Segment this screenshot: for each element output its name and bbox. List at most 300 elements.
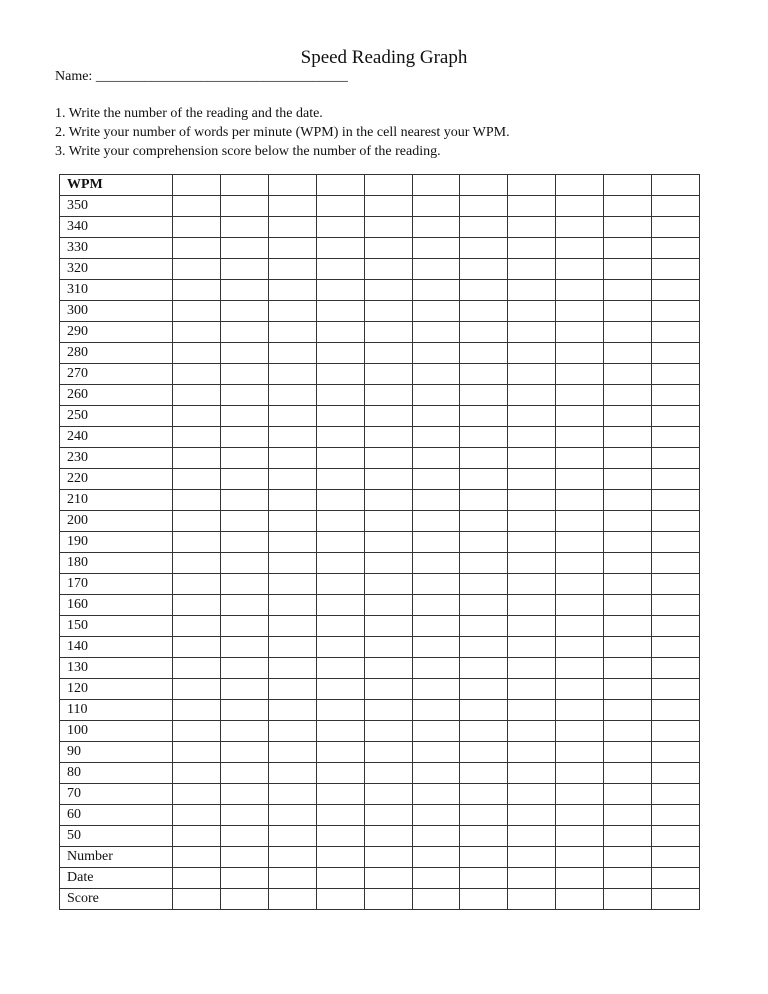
entry-cell[interactable] — [173, 427, 221, 448]
entry-cell[interactable] — [173, 469, 221, 490]
entry-cell[interactable] — [604, 427, 652, 448]
entry-cell[interactable] — [556, 868, 604, 889]
entry-cell[interactable] — [412, 427, 460, 448]
entry-cell[interactable] — [220, 679, 268, 700]
entry-cell[interactable] — [652, 532, 700, 553]
entry-cell[interactable] — [652, 826, 700, 847]
entry-cell[interactable] — [556, 826, 604, 847]
entry-cell[interactable] — [316, 637, 364, 658]
entry-cell[interactable] — [556, 238, 604, 259]
entry-cell[interactable] — [364, 616, 412, 637]
entry-cell[interactable] — [556, 616, 604, 637]
entry-cell[interactable] — [556, 406, 604, 427]
entry-cell[interactable] — [220, 175, 268, 196]
entry-cell[interactable] — [460, 595, 508, 616]
entry-cell[interactable] — [316, 406, 364, 427]
entry-cell[interactable] — [268, 742, 316, 763]
entry-cell[interactable] — [220, 427, 268, 448]
entry-cell[interactable] — [604, 679, 652, 700]
entry-cell[interactable] — [604, 217, 652, 238]
entry-cell[interactable] — [364, 364, 412, 385]
entry-cell[interactable] — [460, 805, 508, 826]
entry-cell[interactable] — [220, 259, 268, 280]
entry-cell[interactable] — [508, 490, 556, 511]
entry-cell[interactable] — [604, 868, 652, 889]
entry-cell[interactable] — [508, 742, 556, 763]
entry-cell[interactable] — [173, 637, 221, 658]
entry-cell[interactable] — [268, 217, 316, 238]
entry-cell[interactable] — [604, 238, 652, 259]
entry-cell[interactable] — [508, 721, 556, 742]
entry-cell[interactable] — [460, 448, 508, 469]
entry-cell[interactable] — [508, 448, 556, 469]
entry-cell[interactable] — [556, 511, 604, 532]
entry-cell[interactable] — [220, 364, 268, 385]
entry-cell[interactable] — [556, 259, 604, 280]
entry-cell[interactable] — [652, 301, 700, 322]
entry-cell[interactable] — [268, 532, 316, 553]
entry-cell[interactable] — [652, 742, 700, 763]
entry-cell[interactable] — [364, 427, 412, 448]
entry-cell[interactable] — [508, 763, 556, 784]
entry-cell[interactable] — [316, 721, 364, 742]
entry-cell[interactable] — [268, 448, 316, 469]
entry-cell[interactable] — [556, 322, 604, 343]
entry-cell[interactable] — [652, 217, 700, 238]
entry-cell[interactable] — [268, 637, 316, 658]
entry-cell[interactable] — [220, 700, 268, 721]
entry-cell[interactable] — [173, 217, 221, 238]
entry-cell[interactable] — [316, 742, 364, 763]
entry-cell[interactable] — [556, 658, 604, 679]
entry-cell[interactable] — [268, 868, 316, 889]
entry-cell[interactable] — [508, 238, 556, 259]
entry-cell[interactable] — [604, 763, 652, 784]
entry-cell[interactable] — [364, 574, 412, 595]
entry-cell[interactable] — [508, 574, 556, 595]
entry-cell[interactable] — [268, 595, 316, 616]
entry-cell[interactable] — [652, 385, 700, 406]
entry-cell[interactable] — [460, 469, 508, 490]
entry-cell[interactable] — [412, 889, 460, 910]
entry-cell[interactable] — [364, 322, 412, 343]
entry-cell[interactable] — [556, 364, 604, 385]
entry-cell[interactable] — [604, 343, 652, 364]
entry-cell[interactable] — [412, 322, 460, 343]
entry-cell[interactable] — [364, 196, 412, 217]
entry-cell[interactable] — [412, 574, 460, 595]
entry-cell[interactable] — [220, 301, 268, 322]
entry-cell[interactable] — [364, 553, 412, 574]
entry-cell[interactable] — [268, 679, 316, 700]
entry-cell[interactable] — [316, 595, 364, 616]
entry-cell[interactable] — [412, 868, 460, 889]
entry-cell[interactable] — [460, 217, 508, 238]
entry-cell[interactable] — [316, 574, 364, 595]
entry-cell[interactable] — [652, 868, 700, 889]
entry-cell[interactable] — [412, 805, 460, 826]
entry-cell[interactable] — [508, 868, 556, 889]
entry-cell[interactable] — [604, 658, 652, 679]
entry-cell[interactable] — [604, 301, 652, 322]
entry-cell[interactable] — [652, 700, 700, 721]
entry-cell[interactable] — [412, 532, 460, 553]
entry-cell[interactable] — [412, 763, 460, 784]
entry-cell[interactable] — [556, 343, 604, 364]
entry-cell[interactable] — [652, 259, 700, 280]
entry-cell[interactable] — [604, 511, 652, 532]
entry-cell[interactable] — [364, 763, 412, 784]
entry-cell[interactable] — [364, 259, 412, 280]
entry-cell[interactable] — [220, 784, 268, 805]
entry-cell[interactable] — [460, 679, 508, 700]
entry-cell[interactable] — [460, 343, 508, 364]
entry-cell[interactable] — [508, 196, 556, 217]
entry-cell[interactable] — [173, 847, 221, 868]
entry-cell[interactable] — [556, 889, 604, 910]
entry-cell[interactable] — [508, 805, 556, 826]
entry-cell[interactable] — [556, 175, 604, 196]
entry-cell[interactable] — [412, 301, 460, 322]
entry-cell[interactable] — [508, 679, 556, 700]
entry-cell[interactable] — [508, 259, 556, 280]
entry-cell[interactable] — [460, 868, 508, 889]
entry-cell[interactable] — [173, 259, 221, 280]
entry-cell[interactable] — [604, 196, 652, 217]
entry-cell[interactable] — [460, 700, 508, 721]
entry-cell[interactable] — [508, 700, 556, 721]
entry-cell[interactable] — [268, 721, 316, 742]
entry-cell[interactable] — [412, 196, 460, 217]
entry-cell[interactable] — [556, 532, 604, 553]
entry-cell[interactable] — [220, 763, 268, 784]
entry-cell[interactable] — [556, 574, 604, 595]
entry-cell[interactable] — [556, 721, 604, 742]
entry-cell[interactable] — [173, 889, 221, 910]
entry-cell[interactable] — [412, 784, 460, 805]
entry-cell[interactable] — [173, 574, 221, 595]
entry-cell[interactable] — [268, 511, 316, 532]
entry-cell[interactable] — [220, 742, 268, 763]
entry-cell[interactable] — [652, 511, 700, 532]
entry-cell[interactable] — [364, 406, 412, 427]
entry-cell[interactable] — [364, 280, 412, 301]
entry-cell[interactable] — [508, 553, 556, 574]
entry-cell[interactable] — [412, 280, 460, 301]
entry-cell[interactable] — [364, 301, 412, 322]
entry-cell[interactable] — [652, 280, 700, 301]
entry-cell[interactable] — [412, 595, 460, 616]
entry-cell[interactable] — [412, 826, 460, 847]
entry-cell[interactable] — [556, 805, 604, 826]
entry-cell[interactable] — [364, 658, 412, 679]
entry-cell[interactable] — [268, 784, 316, 805]
entry-cell[interactable] — [316, 196, 364, 217]
entry-cell[interactable] — [508, 469, 556, 490]
entry-cell[interactable] — [364, 490, 412, 511]
entry-cell[interactable] — [268, 889, 316, 910]
entry-cell[interactable] — [220, 196, 268, 217]
entry-cell[interactable] — [316, 238, 364, 259]
entry-cell[interactable] — [316, 364, 364, 385]
entry-cell[interactable] — [508, 889, 556, 910]
entry-cell[interactable] — [652, 721, 700, 742]
entry-cell[interactable] — [460, 322, 508, 343]
entry-cell[interactable] — [652, 343, 700, 364]
entry-cell[interactable] — [316, 868, 364, 889]
entry-cell[interactable] — [220, 595, 268, 616]
entry-cell[interactable] — [508, 175, 556, 196]
entry-cell[interactable] — [556, 742, 604, 763]
entry-cell[interactable] — [652, 427, 700, 448]
entry-cell[interactable] — [173, 385, 221, 406]
entry-cell[interactable] — [316, 217, 364, 238]
entry-cell[interactable] — [604, 637, 652, 658]
entry-cell[interactable] — [604, 280, 652, 301]
entry-cell[interactable] — [173, 406, 221, 427]
entry-cell[interactable] — [316, 763, 364, 784]
entry-cell[interactable] — [460, 721, 508, 742]
entry-cell[interactable] — [556, 637, 604, 658]
entry-cell[interactable] — [604, 406, 652, 427]
entry-cell[interactable] — [220, 721, 268, 742]
entry-cell[interactable] — [460, 847, 508, 868]
entry-cell[interactable] — [460, 826, 508, 847]
entry-cell[interactable] — [556, 553, 604, 574]
entry-cell[interactable] — [268, 616, 316, 637]
entry-cell[interactable] — [604, 364, 652, 385]
entry-cell[interactable] — [460, 889, 508, 910]
entry-cell[interactable] — [220, 322, 268, 343]
entry-cell[interactable] — [556, 784, 604, 805]
entry-cell[interactable] — [604, 574, 652, 595]
entry-cell[interactable] — [652, 238, 700, 259]
entry-cell[interactable] — [364, 637, 412, 658]
entry-cell[interactable] — [412, 238, 460, 259]
entry-cell[interactable] — [412, 406, 460, 427]
entry-cell[interactable] — [460, 742, 508, 763]
entry-cell[interactable] — [412, 742, 460, 763]
entry-cell[interactable] — [364, 784, 412, 805]
entry-cell[interactable] — [508, 637, 556, 658]
entry-cell[interactable] — [316, 889, 364, 910]
entry-cell[interactable] — [604, 175, 652, 196]
entry-cell[interactable] — [652, 595, 700, 616]
entry-cell[interactable] — [460, 490, 508, 511]
entry-cell[interactable] — [268, 574, 316, 595]
entry-cell[interactable] — [316, 511, 364, 532]
entry-cell[interactable] — [173, 868, 221, 889]
entry-cell[interactable] — [220, 217, 268, 238]
entry-cell[interactable] — [316, 343, 364, 364]
entry-cell[interactable] — [508, 658, 556, 679]
entry-cell[interactable] — [220, 238, 268, 259]
entry-cell[interactable] — [556, 385, 604, 406]
entry-cell[interactable] — [652, 490, 700, 511]
entry-cell[interactable] — [652, 406, 700, 427]
entry-cell[interactable] — [173, 784, 221, 805]
entry-cell[interactable] — [604, 826, 652, 847]
entry-cell[interactable] — [220, 847, 268, 868]
entry-cell[interactable] — [412, 490, 460, 511]
entry-cell[interactable] — [173, 679, 221, 700]
entry-cell[interactable] — [508, 343, 556, 364]
entry-cell[interactable] — [556, 427, 604, 448]
entry-cell[interactable] — [173, 490, 221, 511]
entry-cell[interactable] — [268, 763, 316, 784]
entry-cell[interactable] — [364, 217, 412, 238]
entry-cell[interactable] — [604, 742, 652, 763]
entry-cell[interactable] — [220, 280, 268, 301]
entry-cell[interactable] — [460, 427, 508, 448]
entry-cell[interactable] — [173, 238, 221, 259]
entry-cell[interactable] — [604, 805, 652, 826]
entry-cell[interactable] — [460, 616, 508, 637]
entry-cell[interactable] — [652, 637, 700, 658]
entry-cell[interactable] — [268, 322, 316, 343]
entry-cell[interactable] — [412, 364, 460, 385]
entry-cell[interactable] — [652, 679, 700, 700]
entry-cell[interactable] — [412, 658, 460, 679]
entry-cell[interactable] — [652, 616, 700, 637]
entry-cell[interactable] — [556, 217, 604, 238]
entry-cell[interactable] — [268, 847, 316, 868]
entry-cell[interactable] — [460, 301, 508, 322]
entry-cell[interactable] — [364, 847, 412, 868]
entry-cell[interactable] — [316, 658, 364, 679]
entry-cell[interactable] — [173, 196, 221, 217]
entry-cell[interactable] — [268, 700, 316, 721]
entry-cell[interactable] — [460, 637, 508, 658]
entry-cell[interactable] — [173, 763, 221, 784]
entry-cell[interactable] — [364, 889, 412, 910]
entry-cell[interactable] — [412, 553, 460, 574]
entry-cell[interactable] — [412, 217, 460, 238]
entry-cell[interactable] — [364, 826, 412, 847]
entry-cell[interactable] — [268, 175, 316, 196]
entry-cell[interactable] — [220, 385, 268, 406]
entry-cell[interactable] — [316, 301, 364, 322]
entry-cell[interactable] — [460, 364, 508, 385]
entry-cell[interactable] — [412, 721, 460, 742]
entry-cell[interactable] — [652, 658, 700, 679]
entry-cell[interactable] — [652, 574, 700, 595]
entry-cell[interactable] — [268, 658, 316, 679]
entry-cell[interactable] — [268, 490, 316, 511]
entry-cell[interactable] — [316, 259, 364, 280]
entry-cell[interactable] — [316, 826, 364, 847]
entry-cell[interactable] — [508, 595, 556, 616]
entry-cell[interactable] — [220, 826, 268, 847]
entry-cell[interactable] — [604, 385, 652, 406]
entry-cell[interactable] — [652, 322, 700, 343]
entry-cell[interactable] — [220, 469, 268, 490]
entry-cell[interactable] — [364, 721, 412, 742]
entry-cell[interactable] — [316, 679, 364, 700]
entry-cell[interactable] — [173, 364, 221, 385]
entry-cell[interactable] — [508, 511, 556, 532]
entry-cell[interactable] — [412, 847, 460, 868]
entry-cell[interactable] — [652, 469, 700, 490]
entry-cell[interactable] — [220, 406, 268, 427]
entry-cell[interactable] — [220, 532, 268, 553]
entry-cell[interactable] — [173, 343, 221, 364]
entry-cell[interactable] — [316, 175, 364, 196]
entry-cell[interactable] — [316, 532, 364, 553]
entry-cell[interactable] — [173, 616, 221, 637]
entry-cell[interactable] — [652, 889, 700, 910]
entry-cell[interactable] — [460, 574, 508, 595]
entry-cell[interactable] — [220, 637, 268, 658]
entry-cell[interactable] — [556, 490, 604, 511]
entry-cell[interactable] — [364, 595, 412, 616]
entry-cell[interactable] — [268, 364, 316, 385]
entry-cell[interactable] — [173, 280, 221, 301]
entry-cell[interactable] — [268, 343, 316, 364]
entry-cell[interactable] — [508, 826, 556, 847]
entry-cell[interactable] — [220, 805, 268, 826]
entry-cell[interactable] — [268, 196, 316, 217]
entry-cell[interactable] — [604, 490, 652, 511]
entry-cell[interactable] — [412, 448, 460, 469]
entry-cell[interactable] — [604, 322, 652, 343]
entry-cell[interactable] — [173, 322, 221, 343]
entry-cell[interactable] — [460, 784, 508, 805]
entry-cell[interactable] — [460, 196, 508, 217]
entry-cell[interactable] — [316, 448, 364, 469]
entry-cell[interactable] — [604, 532, 652, 553]
entry-cell[interactable] — [556, 763, 604, 784]
entry-cell[interactable] — [604, 889, 652, 910]
entry-cell[interactable] — [604, 700, 652, 721]
entry-cell[interactable] — [460, 280, 508, 301]
entry-cell[interactable] — [220, 553, 268, 574]
entry-cell[interactable] — [652, 805, 700, 826]
entry-cell[interactable] — [220, 616, 268, 637]
entry-cell[interactable] — [460, 238, 508, 259]
entry-cell[interactable] — [173, 742, 221, 763]
entry-cell[interactable] — [268, 805, 316, 826]
entry-cell[interactable] — [173, 700, 221, 721]
entry-cell[interactable] — [220, 889, 268, 910]
entry-cell[interactable] — [316, 385, 364, 406]
entry-cell[interactable] — [604, 448, 652, 469]
entry-cell[interactable] — [220, 868, 268, 889]
entry-cell[interactable] — [268, 259, 316, 280]
entry-cell[interactable] — [173, 301, 221, 322]
entry-cell[interactable] — [268, 280, 316, 301]
entry-cell[interactable] — [316, 616, 364, 637]
entry-cell[interactable] — [604, 721, 652, 742]
entry-cell[interactable] — [268, 301, 316, 322]
entry-cell[interactable] — [556, 280, 604, 301]
entry-cell[interactable] — [652, 175, 700, 196]
entry-cell[interactable] — [508, 532, 556, 553]
entry-cell[interactable] — [364, 805, 412, 826]
entry-cell[interactable] — [556, 679, 604, 700]
entry-cell[interactable] — [460, 511, 508, 532]
entry-cell[interactable] — [220, 490, 268, 511]
entry-cell[interactable] — [604, 469, 652, 490]
entry-cell[interactable] — [556, 700, 604, 721]
entry-cell[interactable] — [220, 448, 268, 469]
entry-cell[interactable] — [268, 469, 316, 490]
entry-cell[interactable] — [508, 427, 556, 448]
entry-cell[interactable] — [220, 574, 268, 595]
entry-cell[interactable] — [460, 763, 508, 784]
entry-cell[interactable] — [556, 469, 604, 490]
entry-cell[interactable] — [364, 385, 412, 406]
